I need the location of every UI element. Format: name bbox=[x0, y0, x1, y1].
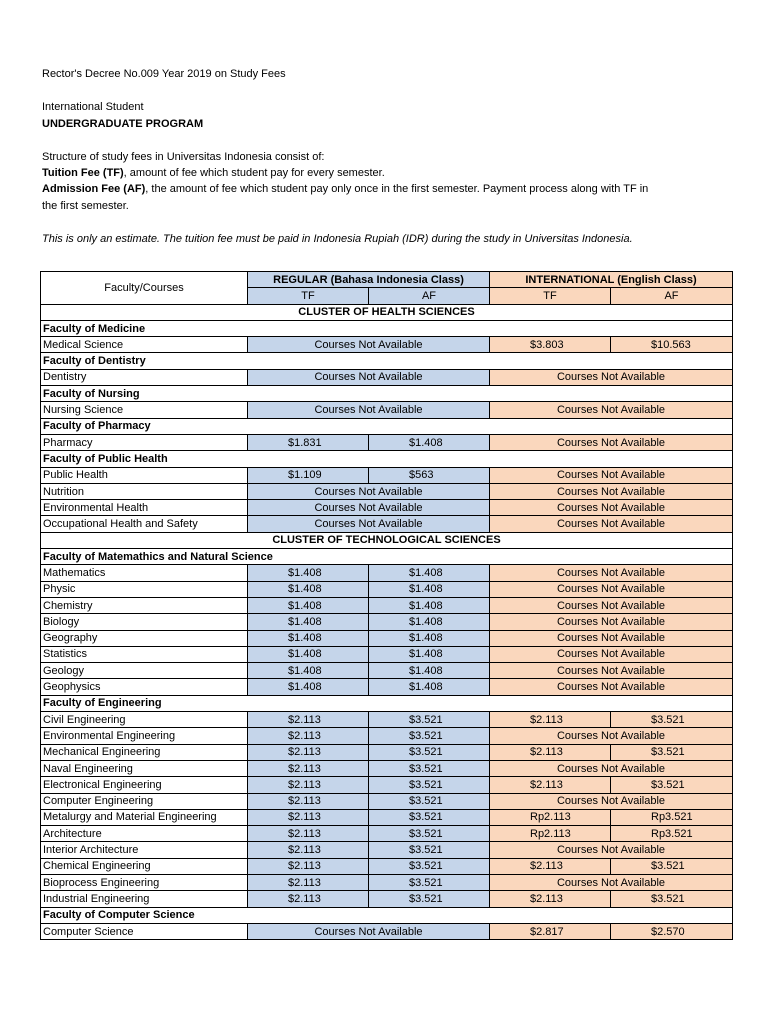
course-name: Nursing Science bbox=[41, 402, 248, 418]
course-name: Computer Engineering bbox=[41, 793, 248, 809]
reg-tf: $1.109 bbox=[248, 467, 369, 483]
course-name: Naval Engineering bbox=[41, 760, 248, 776]
reg-tf: $1.408 bbox=[248, 646, 369, 662]
table-row bbox=[41, 826, 733, 842]
faculty-row bbox=[41, 695, 733, 711]
reg-tf: $2.113 bbox=[248, 842, 369, 858]
int-tf: $2.113 bbox=[490, 712, 611, 728]
int-na: Courses Not Available bbox=[490, 760, 733, 776]
tf-definition bbox=[42, 165, 385, 181]
int-af: Rp3.521 bbox=[611, 826, 733, 842]
course-name: Environmental Engineering bbox=[41, 728, 248, 744]
reg-na: Courses Not Available bbox=[248, 500, 490, 516]
table-row bbox=[41, 760, 733, 776]
reg-tf: $2.113 bbox=[248, 874, 369, 890]
faculty-math-science: Faculty of Matemathics and Natural Science bbox=[41, 549, 733, 565]
estimate-note: This is only an estimate. The tuition fee must be paid in Indonesia Rupiah (IDR) during the study in Universitas Indonesia. bbox=[42, 233, 633, 245]
faculty-public-health: Faculty of Public Health bbox=[41, 451, 733, 467]
reg-af: $1.408 bbox=[369, 434, 490, 450]
table-row bbox=[41, 630, 733, 646]
tf-term: Tuition Fee (TF) bbox=[42, 167, 124, 179]
course-name: Nutrition bbox=[41, 483, 248, 499]
decree-title: Rector's Decree No.009 Year 2019 on Study Fees bbox=[42, 68, 286, 80]
int-tf: $3.803 bbox=[490, 337, 611, 353]
int-tf: Rp2.113 bbox=[490, 826, 611, 842]
reg-af: $3.521 bbox=[369, 793, 490, 809]
int-tf: $2.113 bbox=[490, 891, 611, 907]
reg-af: $3.521 bbox=[369, 744, 490, 760]
reg-tf: $2.113 bbox=[248, 793, 369, 809]
reg-tf: $1.408 bbox=[248, 679, 369, 695]
table-row bbox=[41, 434, 733, 450]
faculty-medicine: Faculty of Medicine bbox=[41, 320, 733, 336]
reg-af: $3.521 bbox=[369, 809, 490, 825]
reg-af: $3.521 bbox=[369, 760, 490, 776]
int-na: Courses Not Available bbox=[490, 663, 733, 679]
course-name: Occupational Health and Safety bbox=[41, 516, 248, 532]
course-name: Geology bbox=[41, 663, 248, 679]
int-tf: $2.113 bbox=[490, 744, 611, 760]
course-name: Interior Architecture bbox=[41, 842, 248, 858]
col-international: INTERNATIONAL (English Class) bbox=[490, 272, 733, 288]
af-definition-cont: the first semester. bbox=[42, 200, 129, 212]
course-name: Geography bbox=[41, 630, 248, 646]
reg-af: $1.408 bbox=[369, 614, 490, 630]
reg-tf: $1.408 bbox=[248, 663, 369, 679]
int-tf: Rp2.113 bbox=[490, 809, 611, 825]
faculty-row bbox=[41, 907, 733, 923]
int-na: Courses Not Available bbox=[490, 874, 733, 890]
faculty-engineering: Faculty of Engineering bbox=[41, 695, 733, 711]
reg-na: Courses Not Available bbox=[248, 923, 490, 939]
course-name: Public Health bbox=[41, 467, 248, 483]
int-af: Rp3.521 bbox=[611, 809, 733, 825]
int-af: $3.521 bbox=[611, 777, 733, 793]
reg-na: Courses Not Available bbox=[248, 483, 490, 499]
reg-af: $1.408 bbox=[369, 565, 490, 581]
cluster-row bbox=[41, 304, 733, 320]
reg-af: $3.521 bbox=[369, 842, 490, 858]
int-na: Courses Not Available bbox=[490, 467, 733, 483]
course-name: Chemical Engineering bbox=[41, 858, 248, 874]
reg-tf: $2.113 bbox=[248, 744, 369, 760]
reg-tf: $1.408 bbox=[248, 565, 369, 581]
faculty-nursing: Faculty of Nursing bbox=[41, 386, 733, 402]
af-def: , the amount of fee which student pay only once in the first semester. Payment process along with TF in bbox=[145, 183, 649, 195]
table-row bbox=[41, 369, 733, 385]
faculty-row bbox=[41, 320, 733, 336]
structure-intro: Structure of study fees in Universitas Indonesia consist of: bbox=[42, 151, 325, 163]
table-row bbox=[41, 679, 733, 695]
reg-af: $3.521 bbox=[369, 712, 490, 728]
table-row bbox=[41, 597, 733, 613]
int-na: Courses Not Available bbox=[490, 614, 733, 630]
int-na: Courses Not Available bbox=[490, 842, 733, 858]
reg-af: $3.521 bbox=[369, 826, 490, 842]
course-name: Medical Science bbox=[41, 337, 248, 353]
int-na: Courses Not Available bbox=[490, 793, 733, 809]
faculty-pharmacy: Faculty of Pharmacy bbox=[41, 418, 733, 434]
reg-af: $1.408 bbox=[369, 630, 490, 646]
faculty-row bbox=[41, 549, 733, 565]
int-tf: $2.113 bbox=[490, 858, 611, 874]
course-name: Industrial Engineering bbox=[41, 891, 248, 907]
col-faculty: Faculty/Courses bbox=[41, 272, 248, 305]
reg-tf: $2.113 bbox=[248, 760, 369, 776]
table-row bbox=[41, 744, 733, 760]
int-tf: $2.817 bbox=[490, 923, 611, 939]
int-na: Courses Not Available bbox=[490, 630, 733, 646]
reg-na: Courses Not Available bbox=[248, 402, 490, 418]
table-row bbox=[41, 483, 733, 499]
reg-tf: $1.408 bbox=[248, 614, 369, 630]
fees-table bbox=[40, 271, 733, 940]
table-row bbox=[41, 663, 733, 679]
int-af: $3.521 bbox=[611, 858, 733, 874]
course-name: Civil Engineering bbox=[41, 712, 248, 728]
table-row bbox=[41, 728, 733, 744]
int-na: Courses Not Available bbox=[490, 565, 733, 581]
reg-na: Courses Not Available bbox=[248, 369, 490, 385]
course-name: Architecture bbox=[41, 826, 248, 842]
reg-tf: $2.113 bbox=[248, 858, 369, 874]
reg-af: $3.521 bbox=[369, 858, 490, 874]
faculty-computer-science: Faculty of Computer Science bbox=[41, 907, 733, 923]
course-name: Physic bbox=[41, 581, 248, 597]
course-name: Environmental Health bbox=[41, 500, 248, 516]
reg-tf: $1.408 bbox=[248, 597, 369, 613]
int-na: Courses Not Available bbox=[490, 646, 733, 662]
table-row bbox=[41, 467, 733, 483]
course-name: Mechanical Engineering bbox=[41, 744, 248, 760]
reg-na: Courses Not Available bbox=[248, 516, 490, 532]
course-name: Metalurgy and Material Engineering bbox=[41, 809, 248, 825]
reg-tf: $2.113 bbox=[248, 712, 369, 728]
course-name: Electronical Engineering bbox=[41, 777, 248, 793]
table-row bbox=[41, 809, 733, 825]
int-af: $2.570 bbox=[611, 923, 733, 939]
reg-af: $1.408 bbox=[369, 597, 490, 613]
table-row bbox=[41, 874, 733, 890]
course-name: Pharmacy bbox=[41, 434, 248, 450]
int-af: $3.521 bbox=[611, 744, 733, 760]
reg-na: Courses Not Available bbox=[248, 337, 490, 353]
course-name: Mathematics bbox=[41, 565, 248, 581]
int-na: Courses Not Available bbox=[490, 500, 733, 516]
table-row bbox=[41, 337, 733, 353]
table-row bbox=[41, 516, 733, 532]
table-row bbox=[41, 891, 733, 907]
cluster-health: CLUSTER OF HEALTH SCIENCES bbox=[41, 304, 733, 320]
int-tf-header: TF bbox=[490, 288, 611, 304]
cluster-row bbox=[41, 532, 733, 548]
reg-tf-header: TF bbox=[248, 288, 369, 304]
faculty-row bbox=[41, 353, 733, 369]
reg-af: $563 bbox=[369, 467, 490, 483]
reg-tf: $2.113 bbox=[248, 809, 369, 825]
col-regular: REGULAR (Bahasa Indonesia Class) bbox=[248, 272, 490, 288]
tf-def: , amount of fee which student pay for every semester. bbox=[123, 167, 385, 179]
reg-tf: $1.408 bbox=[248, 581, 369, 597]
reg-af: $3.521 bbox=[369, 777, 490, 793]
faculty-dentistry: Faculty of Dentistry bbox=[41, 353, 733, 369]
faculty-row bbox=[41, 451, 733, 467]
int-na: Courses Not Available bbox=[490, 483, 733, 499]
int-na: Courses Not Available bbox=[490, 516, 733, 532]
course-name: Dentistry bbox=[41, 369, 248, 385]
program-title: UNDERGRADUATE PROGRAM bbox=[42, 118, 204, 130]
int-na: Courses Not Available bbox=[490, 597, 733, 613]
af-definition bbox=[42, 181, 648, 197]
reg-af: $3.521 bbox=[369, 874, 490, 890]
int-na: Courses Not Available bbox=[490, 679, 733, 695]
int-na: Courses Not Available bbox=[490, 402, 733, 418]
course-name: Computer Science bbox=[41, 923, 248, 939]
table-row bbox=[41, 923, 733, 939]
table-row bbox=[41, 842, 733, 858]
course-name: Geophysics bbox=[41, 679, 248, 695]
reg-tf: $2.113 bbox=[248, 728, 369, 744]
af-term: Admission Fee (AF) bbox=[42, 183, 146, 195]
table-row bbox=[41, 858, 733, 874]
course-name: Biology bbox=[41, 614, 248, 630]
reg-tf: $1.831 bbox=[248, 434, 369, 450]
faculty-row bbox=[41, 418, 733, 434]
table-row bbox=[41, 646, 733, 662]
faculty-row bbox=[41, 386, 733, 402]
cluster-tech: CLUSTER OF TECHNOLOGICAL SCIENCES bbox=[41, 532, 733, 548]
course-name: Bioprocess Engineering bbox=[41, 874, 248, 890]
int-af: $3.521 bbox=[611, 891, 733, 907]
table-row bbox=[41, 712, 733, 728]
table-row bbox=[41, 614, 733, 630]
int-na: Courses Not Available bbox=[490, 728, 733, 744]
table-row bbox=[41, 793, 733, 809]
reg-tf: $1.408 bbox=[248, 630, 369, 646]
reg-af: $3.521 bbox=[369, 891, 490, 907]
int-af: $3.521 bbox=[611, 712, 733, 728]
int-af: $10.563 bbox=[611, 337, 733, 353]
reg-af-header: AF bbox=[369, 288, 490, 304]
course-name: Chemistry bbox=[41, 597, 248, 613]
reg-af: $1.408 bbox=[369, 646, 490, 662]
table-row bbox=[41, 777, 733, 793]
reg-af: $1.408 bbox=[369, 679, 490, 695]
reg-af: $1.408 bbox=[369, 581, 490, 597]
reg-af: $3.521 bbox=[369, 728, 490, 744]
student-type: International Student bbox=[42, 101, 144, 113]
int-tf: $2.113 bbox=[490, 777, 611, 793]
int-na: Courses Not Available bbox=[490, 434, 733, 450]
table-row bbox=[41, 500, 733, 516]
reg-af: $1.408 bbox=[369, 663, 490, 679]
table-row bbox=[41, 565, 733, 581]
reg-tf: $2.113 bbox=[248, 777, 369, 793]
int-na: Courses Not Available bbox=[490, 581, 733, 597]
table-row bbox=[41, 581, 733, 597]
reg-tf: $2.113 bbox=[248, 891, 369, 907]
table-row bbox=[41, 402, 733, 418]
table-header-row bbox=[41, 272, 733, 288]
reg-tf: $2.113 bbox=[248, 826, 369, 842]
course-name: Statistics bbox=[41, 646, 248, 662]
int-na: Courses Not Available bbox=[490, 369, 733, 385]
int-af-header: AF bbox=[611, 288, 733, 304]
